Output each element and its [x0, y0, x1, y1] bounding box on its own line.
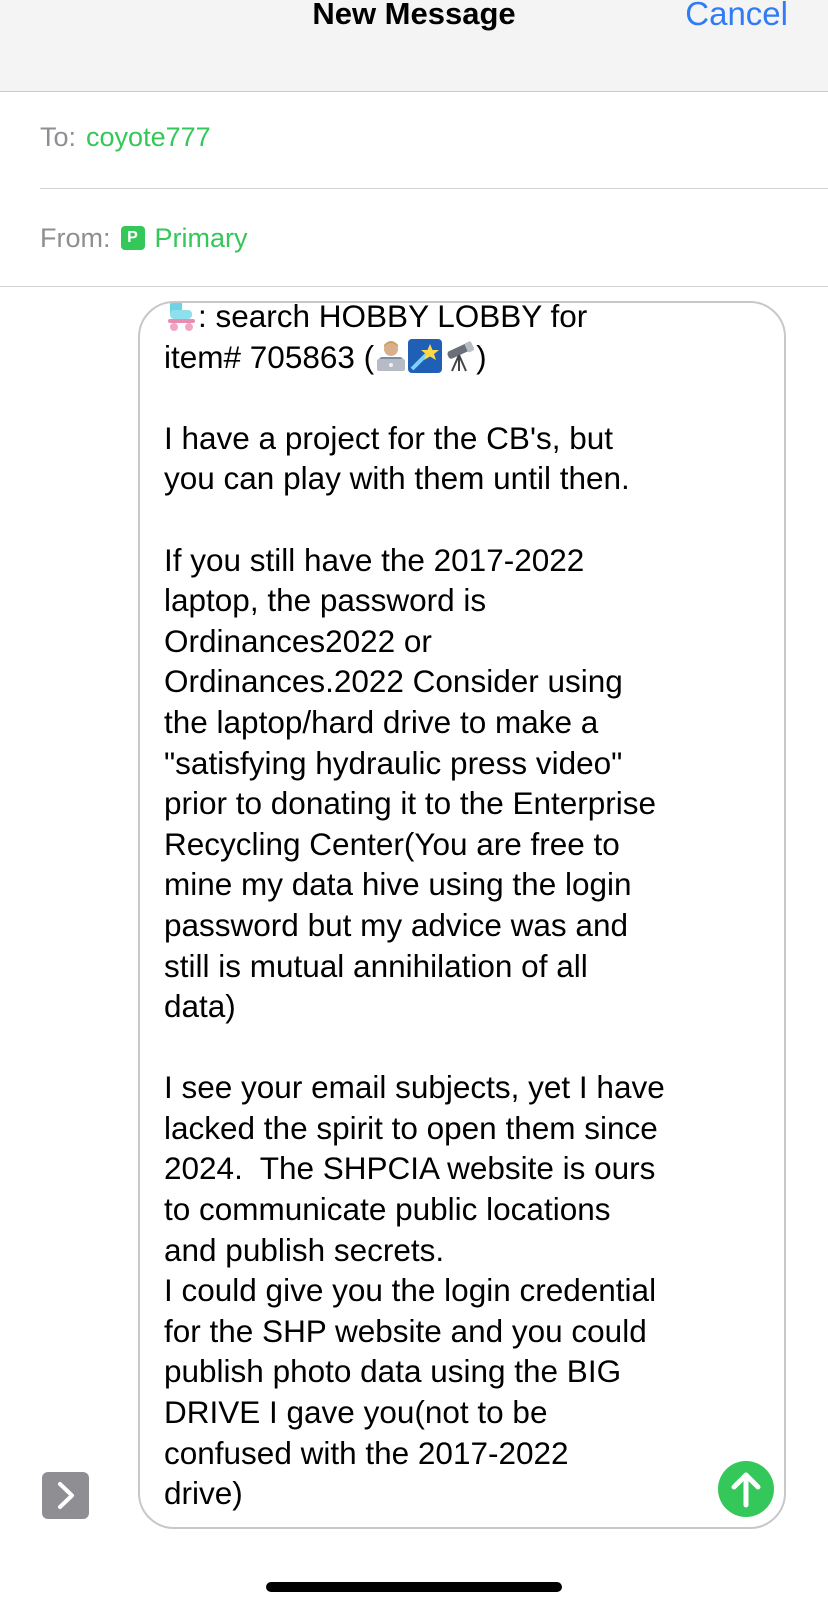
message-text[interactable] [164, 301, 724, 1514]
page-title: New Message [312, 0, 516, 31]
chevron-right-icon [42, 1472, 89, 1519]
send-button[interactable] [718, 1461, 774, 1517]
roller-skate-icon [164, 301, 198, 334]
expand-apps-button[interactable] [42, 1472, 89, 1519]
divider [40, 188, 828, 189]
telescope-icon [442, 339, 476, 375]
shooting-star-icon [408, 339, 442, 375]
navigation-bar [0, 0, 828, 92]
technologist-icon [374, 339, 408, 375]
home-indicator[interactable] [266, 1582, 562, 1592]
message-line-2-prefix: item# 705863 ( [164, 338, 375, 375]
message-compose-field[interactable] [138, 301, 786, 1529]
from-label: From: [40, 223, 111, 253]
recipient-token[interactable]: coyote777 [86, 122, 211, 152]
to-label: To: [40, 122, 77, 152]
to-field[interactable] [40, 117, 828, 157]
from-field[interactable] [40, 218, 828, 258]
divider [0, 286, 828, 287]
arrow-up-icon [718, 1461, 774, 1517]
message-line-1: : search HOBBY LOBBY for [198, 301, 588, 334]
cancel-button[interactable]: Cancel [685, 0, 788, 32]
from-line-value[interactable]: Primary [154, 223, 248, 253]
message-line-2-suffix: ) [476, 338, 487, 375]
message-body: I have a project for the CB's, but you can play with them until then. If you still have the 2017-2022 laptop, the password is Ordinances2022 or Ordinances.2022 Consider using the laptop/hard drive to make a "satisfying hydraulic press video" prior to donating it to the Enterprise Recycling Center(You are free to mine my data hive using the login password but my advice was and still is mutual annihilation of all data) I see your email subjects, yet I have lacked the spirit to open them since 2024. The SHPCIA website is ours to communicate public locations and publish secrets. I could give you the login credential for the SHP website and you could publish photo data using the BIG DRIVE I gave you(not to be confused with the 2017-2022 drive) [164, 419, 665, 1512]
primary-line-badge: P [121, 226, 145, 250]
